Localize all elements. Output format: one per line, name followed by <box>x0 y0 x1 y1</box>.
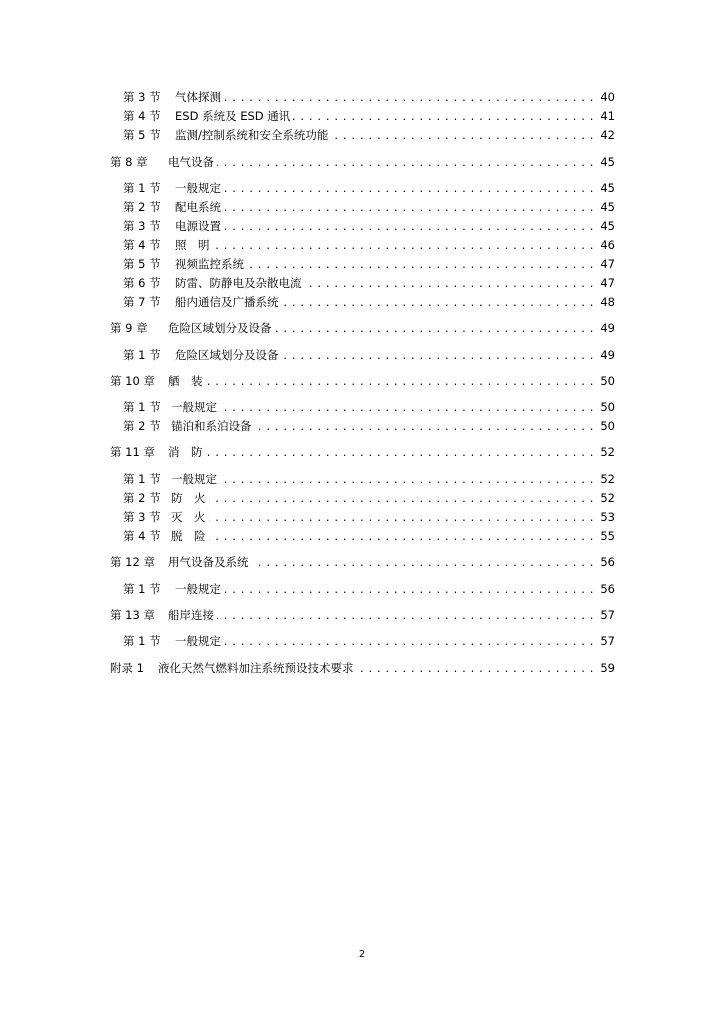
toc-section-entry[interactable] <box>0 527 724 545</box>
toc-chapter-entry[interactable] <box>0 153 724 171</box>
toc-entry-title: 液化天然气燃料加注系统预设技术要求 <box>158 659 357 677</box>
toc-entry-page: 46 <box>596 236 615 254</box>
toc-entry-label: 第 2 节 <box>123 419 161 433</box>
toc-entry-page: 57 <box>596 606 615 624</box>
toc-entry-label: 第 10 章 <box>110 374 155 388</box>
toc-entry-title: 一般规定 <box>171 398 220 416</box>
toc-entry-title: 舾 装 <box>168 372 206 390</box>
toc-dot-leader <box>200 372 594 390</box>
toc-chapter-entry[interactable] <box>0 606 724 624</box>
toc-entry-page: 50 <box>596 417 615 435</box>
toc-entry-title: 视频监控系统 <box>175 255 247 273</box>
toc-entry-page: 52 <box>596 470 615 488</box>
toc-chapter-entry[interactable] <box>0 553 724 571</box>
toc-entry-page: 56 <box>596 553 615 571</box>
toc-section-entry[interactable] <box>0 255 724 273</box>
toc-entry-title: 一般规定 <box>175 632 224 650</box>
toc-entry-title: 一般规定 <box>175 179 224 197</box>
toc-entry-page: 52 <box>596 443 615 461</box>
toc-entry-title: 船岸连接 <box>168 606 217 624</box>
toc-entry-title: ESD 系统及 ESD 通讯 <box>175 107 293 125</box>
toc-entry-page: 50 <box>596 398 615 416</box>
toc-section-entry[interactable] <box>0 580 724 598</box>
toc-entry-page: 47 <box>596 255 615 273</box>
toc-entry-label: 第 2 节 <box>123 491 161 505</box>
toc-entry-page: 41 <box>596 107 615 125</box>
toc-dot-leader <box>200 508 594 526</box>
toc-section-entry[interactable] <box>0 217 724 235</box>
toc-entry-label: 第 3 节 <box>123 219 161 233</box>
toc-entry-page: 52 <box>596 489 615 507</box>
toc-entry-label: 第 12 章 <box>110 555 155 569</box>
toc-entry-label: 第 6 节 <box>123 276 161 290</box>
toc-entry-page: 45 <box>596 198 615 216</box>
toc-entry-page: 42 <box>596 126 615 144</box>
toc-entry-title: 用气设备及系统 <box>168 553 252 571</box>
toc-entry-label: 第 4 节 <box>123 238 161 252</box>
toc-entry-label: 第 3 节 <box>123 510 161 524</box>
toc-entry-title: 消 防 <box>168 443 206 461</box>
toc-dot-leader <box>200 217 594 235</box>
toc-entry-page: 59 <box>596 659 615 677</box>
toc-entry-page: 57 <box>596 632 615 650</box>
toc-section-entry[interactable] <box>0 293 724 311</box>
toc-entry-page: 40 <box>596 88 615 106</box>
toc-entry-label: 第 1 节 <box>123 634 161 648</box>
toc-entry-title: 监测/控制系统和安全系统功能 <box>175 126 331 144</box>
toc-section-entry[interactable] <box>0 179 724 197</box>
toc-dot-leader <box>200 443 594 461</box>
toc-section-entry[interactable] <box>0 107 724 125</box>
toc-entry-title: 气体探测 <box>175 88 224 106</box>
toc-entry-page: 53 <box>596 508 615 526</box>
toc-section-entry[interactable] <box>0 346 724 364</box>
toc-entry-title: 配电系统 <box>175 198 224 216</box>
toc-entry-label: 第 1 节 <box>123 472 161 486</box>
toc-dot-leader <box>200 470 594 488</box>
toc-entry-page: 49 <box>596 319 615 337</box>
toc-section-entry[interactable] <box>0 398 724 416</box>
toc-section-entry[interactable] <box>0 198 724 216</box>
toc-entry-page: 45 <box>596 153 615 171</box>
toc-dot-leader <box>200 417 594 435</box>
toc-entry-label: 附录 1 <box>110 661 144 675</box>
toc-dot-leader <box>200 255 594 273</box>
toc-entry-label: 第 9 章 <box>110 321 148 335</box>
toc-entry-label: 第 1 节 <box>123 181 161 195</box>
toc-dot-leader <box>200 527 594 545</box>
toc-entry-title: 电源设置 <box>175 217 224 235</box>
toc-entry-page: 55 <box>596 527 615 545</box>
toc-entry-title: 照 明 <box>175 236 213 254</box>
toc-section-entry[interactable] <box>0 126 724 144</box>
toc-entry-label: 第 2 节 <box>123 200 161 214</box>
toc-dot-leader <box>200 606 594 624</box>
toc-entry-page: 49 <box>596 346 615 364</box>
toc-section-entry[interactable] <box>0 274 724 292</box>
toc-dot-leader <box>200 632 594 650</box>
toc-entry-title: 锚泊和系泊设备 <box>171 417 255 435</box>
toc-dot-leader <box>200 580 594 598</box>
toc-section-entry[interactable] <box>0 470 724 488</box>
toc-section-entry[interactable] <box>0 236 724 254</box>
toc-entry-title: 危险区域划分及设备 <box>168 319 275 337</box>
toc-dot-leader <box>200 88 594 106</box>
toc-entry-label: 第 4 节 <box>123 109 161 123</box>
toc-entry-page: 50 <box>596 372 615 390</box>
toc-dot-leader <box>200 179 594 197</box>
toc-section-entry[interactable] <box>0 508 724 526</box>
toc-entry-label: 第 13 章 <box>110 608 155 622</box>
toc-entry-page: 45 <box>596 217 615 235</box>
toc-section-entry[interactable] <box>0 632 724 650</box>
toc-entry-label: 第 7 节 <box>123 295 161 309</box>
toc-entry-title: 船内通信及广播系统 <box>175 293 282 311</box>
toc-entry-title: 一般规定 <box>171 470 220 488</box>
toc-entry-label: 第 3 节 <box>123 90 161 104</box>
toc-dot-leader <box>200 153 594 171</box>
toc-dot-leader <box>200 198 594 216</box>
toc-section-entry[interactable] <box>0 88 724 106</box>
toc-dot-leader <box>200 398 594 416</box>
toc-dot-leader <box>200 553 594 571</box>
toc-entry-label: 第 11 章 <box>110 445 155 459</box>
toc-entry-page: 56 <box>596 580 615 598</box>
toc-entry-label: 第 4 节 <box>123 529 161 543</box>
toc-entry-title: 脱 险 <box>171 527 209 545</box>
toc-entry-page: 47 <box>596 274 615 292</box>
toc-entry-title: 危险区域划分及设备 <box>175 346 282 364</box>
toc-entry-label: 第 1 节 <box>123 400 161 414</box>
toc-entry-label: 第 1 节 <box>123 582 161 596</box>
toc-section-entry[interactable] <box>0 489 724 507</box>
toc-section-entry[interactable] <box>0 417 724 435</box>
toc-entry-label: 第 8 章 <box>110 155 148 169</box>
toc-entry-title: 一般规定 <box>175 580 224 598</box>
toc-entry-label: 第 1 节 <box>123 348 161 362</box>
toc-chapter-entry[interactable] <box>0 443 724 461</box>
toc-dot-leader <box>200 489 594 507</box>
toc-appendix-entry[interactable] <box>0 659 724 677</box>
toc-entry-title: 防雷、防静电及杂散电流 <box>175 274 305 292</box>
page-number: 2 <box>358 949 366 960</box>
toc-entry-title: 防 火 <box>171 489 209 507</box>
toc-entry-title: 电气设备 <box>168 153 217 171</box>
toc-entry-page: 45 <box>596 179 615 197</box>
toc-dot-leader <box>200 236 594 254</box>
toc-entry-page: 48 <box>596 293 615 311</box>
toc-chapter-entry[interactable] <box>0 372 724 390</box>
toc-chapter-entry[interactable] <box>0 319 724 337</box>
toc-entry-title: 灭 火 <box>171 508 209 526</box>
toc-entry-label: 第 5 节 <box>123 257 161 271</box>
toc-entry-label: 第 5 节 <box>123 128 161 142</box>
